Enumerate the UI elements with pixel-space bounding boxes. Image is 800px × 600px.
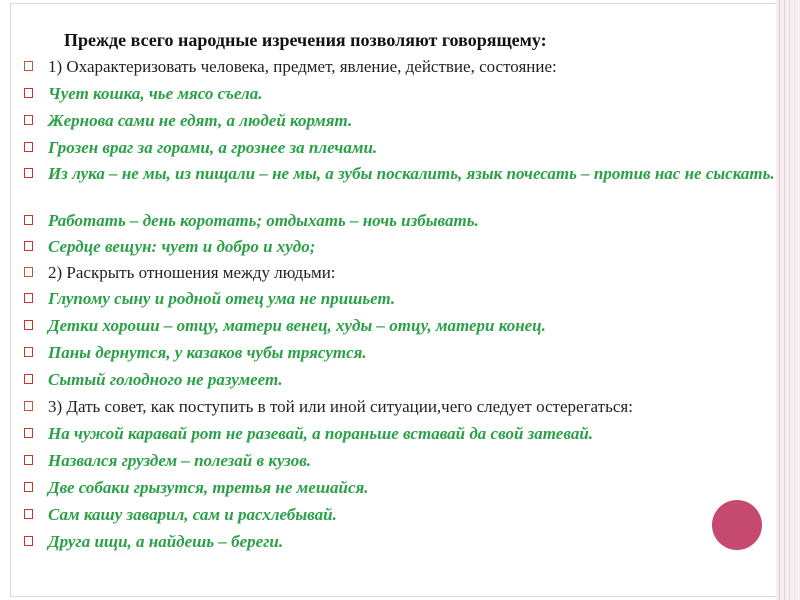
slide-title: Прежде всего народные изречения позволяют говорящему: [64,30,547,50]
section-heading-text: 1) Охарактеризовать человека, предмет, явление, действие, состояние: [48,57,557,76]
orange-square-icon [24,110,34,130]
saying-text: Жернова сами не едят, а людей кормят. [48,111,353,130]
saying-text: Детки хороши – отцу, матери венец, худы – отцу, матери конец. [48,316,546,335]
orange-square-icon [24,450,34,470]
orange-square-icon [24,369,34,389]
orange-square-icon [24,342,34,362]
section-heading-text: 2) Раскрыть отношения между людьми: [48,263,336,282]
orange-square-icon [24,210,34,230]
orange-square-icon [24,236,34,256]
orange-square-icon [24,531,34,551]
decorative-side-bar [776,0,800,600]
orange-square-icon [24,288,34,308]
saying-text: Паны дернутся, у казаков чубы трясутся. [48,343,367,362]
orange-square-icon [24,315,34,335]
saying-text: Работать – день коротать; отдыхать – ночь избывать. [48,211,479,230]
saying-text: Чует кошка, чье мясо съела. [48,84,263,103]
saying-text: Грозен враг за горами, а грознее за плечами. [48,138,378,157]
saying-text: Сердце вещун: чует и добро и худо; [48,237,316,256]
orange-square-icon [24,163,34,183]
saying-text: Глупому сыну и родной отец ума не пришьет. [48,289,396,308]
saying-text: Назвался груздем – полезай в кузов. [48,451,312,470]
orange-square-icon [24,423,34,443]
saying-text: Друга ищи, а найдешь – береги. [48,532,284,551]
orange-square-icon [24,396,34,416]
orange-square-icon [24,137,34,157]
saying-text: Сытый голодного не разумеет. [48,370,283,389]
orange-square-icon [24,477,34,497]
orange-square-icon [24,504,34,524]
saying-text: Две собаки грызутся, третья не мешайся. [48,478,369,497]
orange-square-icon [24,262,34,282]
decorative-circle [712,500,762,550]
saying-text: Сам кашу заварил, сам и расхлебывай. [48,505,337,524]
orange-square-icon [24,83,34,103]
orange-square-icon [24,56,34,76]
saying-text: На чужой каравай рот не разевай, а пораньше вставай да свой затевай. [48,424,594,443]
saying-text: Из лука – не мы, из пищали – не мы, а зубы поскалить, язык почесать – против нас не сыскать. [48,164,775,183]
section-heading-text: 3) Дать совет, как поступить в той или иной ситуации,чего следует остерегаться: [48,397,633,416]
